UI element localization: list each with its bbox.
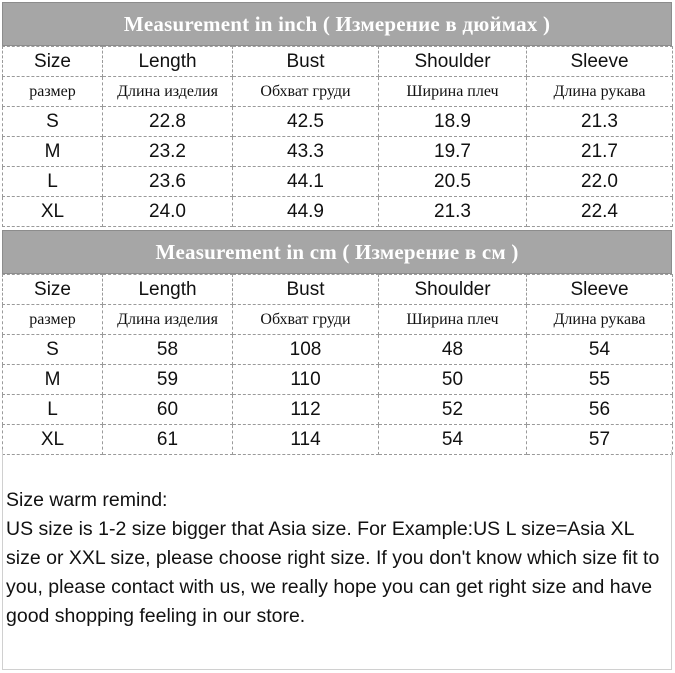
sleeve-cell: 56 [527, 395, 673, 425]
size-cell: S [3, 107, 103, 137]
bust-cell: 44.9 [233, 197, 379, 227]
bust-cell: 112 [233, 395, 379, 425]
size-cell: M [3, 137, 103, 167]
sleeve-cell: 22.4 [527, 197, 673, 227]
shoulder-cell: 52 [379, 395, 527, 425]
table-row [3, 365, 673, 395]
bust-cell: 108 [233, 335, 379, 365]
header-bust: Bust [233, 47, 379, 77]
shoulder-cell: 48 [379, 335, 527, 365]
size-cell: XL [3, 425, 103, 455]
header-sleeve-ru: Длина рукава [527, 305, 673, 335]
sleeve-cell: 22.0 [527, 167, 673, 197]
inch-size-table [2, 46, 673, 227]
inch-section-title: Measurement in inch ( Измерение в дюймах ) [2, 2, 672, 46]
cm-measurement-section [2, 230, 672, 455]
bust-cell: 110 [233, 365, 379, 395]
header-shoulder-ru: Ширина плеч [379, 305, 527, 335]
table-row [3, 137, 673, 167]
length-cell: 61 [103, 425, 233, 455]
bust-cell: 42.5 [233, 107, 379, 137]
table-row [3, 197, 673, 227]
header-length-ru: Длина изделия [103, 77, 233, 107]
note-heading: Size warm remind: [6, 489, 168, 511]
length-cell: 59 [103, 365, 233, 395]
sleeve-cell: 57 [527, 425, 673, 455]
table-row [3, 167, 673, 197]
inch-measurement-section [2, 2, 672, 227]
header-length-ru: Длина изделия [103, 305, 233, 335]
table-row [3, 395, 673, 425]
length-cell: 23.2 [103, 137, 233, 167]
size-cell: S [3, 335, 103, 365]
shoulder-cell: 50 [379, 365, 527, 395]
size-cell: XL [3, 197, 103, 227]
shoulder-cell: 18.9 [379, 107, 527, 137]
header-length: Length [103, 275, 233, 305]
table-row [3, 107, 673, 137]
header-length: Length [103, 47, 233, 77]
cm-size-table [2, 274, 673, 455]
note-body: US size is 1-2 size bigger that Asia size. For Example:US L size=Asia XL size or XXL size, please choose right size. If you don't know which size fit to you, please contact with us, we really hope you can get right size and have good shopping feeling in our store. [6, 518, 660, 627]
size-cell: M [3, 365, 103, 395]
header-sleeve: Sleeve [527, 275, 673, 305]
length-cell: 60 [103, 395, 233, 425]
table-header-row-russian [3, 77, 673, 107]
sleeve-cell: 21.3 [527, 107, 673, 137]
header-bust-ru: Обхват груди [233, 77, 379, 107]
size-note [6, 486, 670, 631]
bust-cell: 114 [233, 425, 379, 455]
header-size: Size [3, 275, 103, 305]
table-row [3, 335, 673, 365]
shoulder-cell: 21.3 [379, 197, 527, 227]
length-cell: 24.0 [103, 197, 233, 227]
header-bust-ru: Обхват груди [233, 305, 379, 335]
header-size-ru: размер [3, 305, 103, 335]
table-header-row-russian [3, 305, 673, 335]
cm-section-title: Measurement in cm ( Измерение в см ) [2, 230, 672, 274]
size-cell: L [3, 167, 103, 197]
table-header-row [3, 47, 673, 77]
header-bust: Bust [233, 275, 379, 305]
header-sleeve-ru: Длина рукава [527, 77, 673, 107]
shoulder-cell: 20.5 [379, 167, 527, 197]
table-header-row [3, 275, 673, 305]
size-cell: L [3, 395, 103, 425]
header-shoulder: Shoulder [379, 47, 527, 77]
sleeve-cell: 21.7 [527, 137, 673, 167]
shoulder-cell: 54 [379, 425, 527, 455]
length-cell: 23.6 [103, 167, 233, 197]
header-sleeve: Sleeve [527, 47, 673, 77]
header-size: Size [3, 47, 103, 77]
length-cell: 58 [103, 335, 233, 365]
header-size-ru: размер [3, 77, 103, 107]
header-shoulder-ru: Ширина плеч [379, 77, 527, 107]
bust-cell: 44.1 [233, 167, 379, 197]
length-cell: 22.8 [103, 107, 233, 137]
shoulder-cell: 19.7 [379, 137, 527, 167]
sleeve-cell: 54 [527, 335, 673, 365]
bust-cell: 43.3 [233, 137, 379, 167]
header-shoulder: Shoulder [379, 275, 527, 305]
sleeve-cell: 55 [527, 365, 673, 395]
